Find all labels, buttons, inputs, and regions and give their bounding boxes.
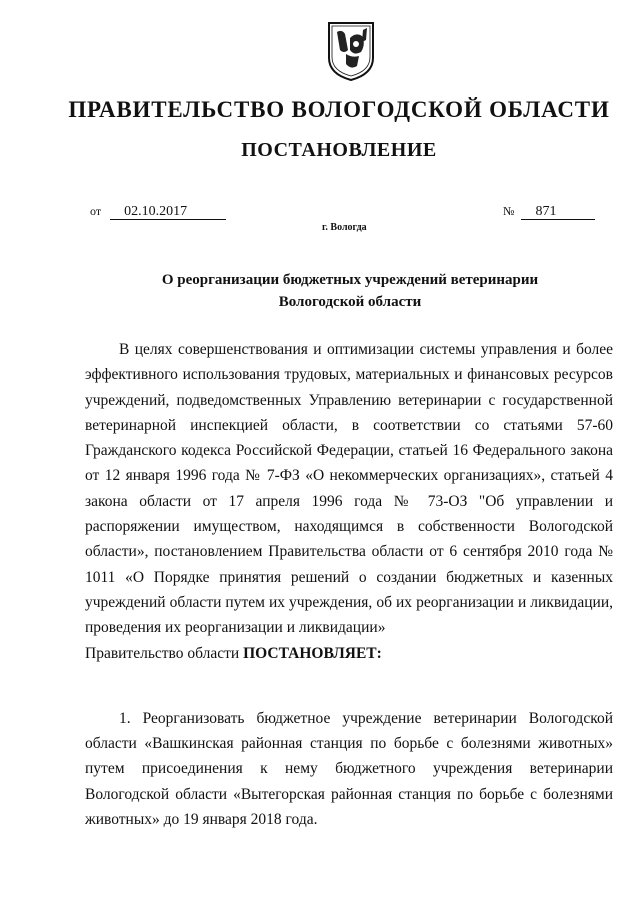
subject-line-1: О реорганизации бюджетных учреждений ветеринарии <box>161 272 539 288</box>
intro-paragraph: В целях совершенствования и оптимизации системы управления и более эффективного использования трудовых, материальных и финансовых ресурсов учреждений, подведомственных Управлению ветеринарии с государственной ветеринарной инспекцией области, в соответствии со статьями 57-60 Гражданского кодекса Российской Федерации, статьей 16 Федерального закона от 12 января 1996 года № 7-ФЗ «О некоммерческих организациях», статьей 4 закона области от 17 апреля 1996 года № 73-ОЗ "Об управлении и распоряжении имуществом, находящимся в собственности Вологодской области», постановлением Правительства области от 6 сентября 2010 года № 1011 «О Порядке принятия решений о создании бюджетных и казенных учреждений области путем их учреждения, об их реорганизации и ликвидации, проведения их реорганизации и ликвидации» <box>85 341 613 637</box>
date-prefix: от <box>90 204 102 218</box>
decree-prefix: Правительство области <box>85 644 240 662</box>
date-field <box>90 204 226 220</box>
decree-item-1: 1. Реорганизовать бюджетное учреждение ветеринарии Вологодской области «Вашкинская районная станция по борьбе с болезнями животных» путем присоединения к нему бюджетного учреждения ветеринарии Вологодской области «Вытегорская районная станция по борьбе с болезнями животных» до 19 января 2018 года. <box>85 709 613 829</box>
decree-line <box>85 641 613 666</box>
government-title: ПРАВИТЕЛЬСТВО ВОЛОГОДСКОЙ ОБЛАСТИ <box>68 97 610 122</box>
number-field <box>503 204 595 220</box>
document-number: 871 <box>521 204 595 220</box>
document-date: 02.10.2017 <box>110 204 226 220</box>
decree-word: ПОСТАНОВЛЯЕТ: <box>243 644 382 662</box>
document-subject <box>150 269 550 313</box>
document-type-title: ПОСТАНОВЛЕНИЕ <box>241 139 437 161</box>
vologda-coat-of-arms-emblem <box>326 20 376 82</box>
subject-line-2: Вологодской области <box>278 294 422 310</box>
number-prefix: № <box>503 204 515 218</box>
document-body <box>85 337 613 832</box>
city-label: г. Вологда <box>322 222 367 233</box>
